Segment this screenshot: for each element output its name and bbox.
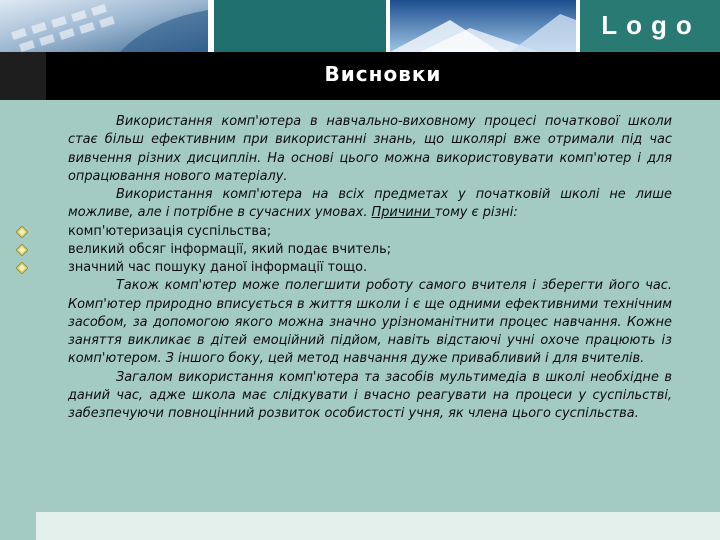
- paragraph-reasons-text: Використання комп'ютера на всіх предметах у початковій школі не лише можливе, але і потрібне в сучасних умовах.: [68, 187, 672, 221]
- list-item-text: комп'ютеризація суспільства;: [68, 223, 272, 239]
- logo[interactable]: Logo: [601, 10, 701, 40]
- sky-photo: [390, 0, 576, 52]
- green-panel: [214, 0, 386, 52]
- paragraph-teacher: Також комп'ютер може полегшити роботу самого вчителя і зберегти його час. Комп'ютер природно вписується в життя школи і є ще одними ефективними технічним засобом, за допомогою якого можна значно урізноманітнити процес навчання. Кожне заняття викликає в дітей емоційний підйом, навіть відстаючі учні охоче працюють із комп'ютером. З іншого боку, цей метод навчання дуже привабливий і для вчителів.: [68, 278, 672, 367]
- diamond-bullet-icon: [16, 226, 28, 238]
- list-item: [68, 259, 672, 277]
- list-item-text: значний час пошуку даної інформації тощо.: [68, 260, 368, 275]
- reasons-list: [68, 223, 672, 278]
- title-bar-accent: [0, 52, 46, 100]
- list-item: [68, 241, 672, 259]
- reasons-link[interactable]: Причини: [371, 205, 435, 221]
- paragraph-reasons-end: тому є різні:: [434, 205, 518, 221]
- paragraph-conclusion: Загалом використання комп'ютера та засобів мультимедіа в школі необхідне в даний час, адже школа має слідкувати і вчасно реагувати на процеси у суспільстві, забезпечуючи повноцінний розвиток особистості учня, як члена цього суспільства.: [68, 369, 672, 421]
- slide-content: [68, 113, 672, 423]
- diamond-bullet-icon: [16, 244, 28, 256]
- list-item-text: великий обсяг інформації, який подає вчитель;: [68, 241, 392, 257]
- footer-strip: [36, 512, 720, 540]
- diamond-bullet-icon: [16, 262, 28, 274]
- slide-title: Висновки: [324, 62, 442, 86]
- list-item: [68, 223, 672, 241]
- paragraph-reasons: [68, 186, 672, 223]
- paragraph-intro: Використання комп'ютера в навчально-виховному процесі початкової школи стає більш ефективним при використанні знань, що школярі вже отримали під час вивчення різних дисциплін. На основі цього можна використовувати комп'ютер і для опрацювання нового матеріалу.: [68, 114, 672, 184]
- keyboard-photo: [0, 0, 208, 52]
